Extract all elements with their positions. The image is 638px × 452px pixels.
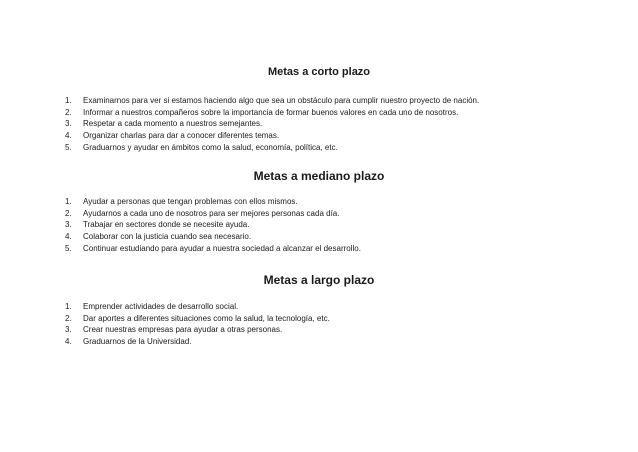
list-largo-plazo xyxy=(0,301,600,348)
list-item xyxy=(0,95,600,107)
list-item-text: Examinarnos para ver si estamos haciendo algo que sea un obstáculo para cumplir nuestro proyecto de nación. xyxy=(83,96,480,105)
list-item-text: Dar aportes a diferentes situaciones como la salud, la tecnología, etc. xyxy=(83,313,330,323)
list-item-number: 2. xyxy=(65,107,72,117)
list-item-number: 2. xyxy=(65,313,72,323)
list-item xyxy=(0,313,600,325)
list-item xyxy=(0,219,600,231)
list-item xyxy=(0,118,600,130)
list-item-text: Emprender actividades de desarrollo social. xyxy=(83,302,239,311)
section-heading-largo-plazo: Metas a largo plazo xyxy=(263,273,375,287)
list-item-text: Trabajar en sectores donde se necesite ayuda. xyxy=(83,220,250,230)
list-item-number: 4. xyxy=(65,131,72,141)
list-item-text: Ayudar a personas que tengan problemas con ellos mismos. xyxy=(83,197,298,206)
list-item-text: Graduarnos y ayudar en ámbitos como la salud, economía, política, etc. xyxy=(83,142,338,152)
list-item-text: Colaborar con la justicia cuando sea necesario. xyxy=(83,232,252,242)
list-item xyxy=(0,208,600,220)
section-heading-mediano-plazo: Metas a mediano plazo xyxy=(253,169,385,183)
list-item xyxy=(0,301,600,313)
list-item xyxy=(0,107,600,119)
list-item-text: Ayudarnos a cada uno de nosotros para ser mejores personas cada día. xyxy=(83,208,340,218)
list-item-text: Organizar charlas para dar a conocer diferentes temas. xyxy=(83,131,280,141)
list-item-number: 4. xyxy=(65,337,72,347)
list-item xyxy=(0,243,600,255)
list-item-number: 3. xyxy=(65,119,72,129)
list-item-text: Continuar estudiando para ayudar a nuestra sociedad a alcanzar el desarrollo. xyxy=(83,243,361,253)
section-heading-corto-plazo: Metas a corto plazo xyxy=(267,66,371,78)
list-item xyxy=(0,196,600,208)
list-item-number: 2. xyxy=(65,208,72,218)
list-item xyxy=(0,231,600,243)
list-mediano-plazo xyxy=(0,196,600,254)
list-item-number: 5. xyxy=(65,142,72,152)
list-item-number: 1. xyxy=(65,197,72,206)
list-item xyxy=(0,130,600,142)
list-item xyxy=(0,336,600,348)
list-item-number: 3. xyxy=(65,220,72,230)
list-item-text: Informar a nuestros compañeros sobre la importancia de formar buenos valores en cada uno de nosotros. xyxy=(83,107,459,117)
list-item-number: 4. xyxy=(65,232,72,242)
list-item-number: 1. xyxy=(65,302,72,311)
list-corto-plazo xyxy=(0,95,600,153)
list-item xyxy=(0,142,600,154)
list-item-number: 5. xyxy=(65,243,72,253)
list-item-text: Respetar a cada momento a nuestros semejantes. xyxy=(83,119,263,129)
list-item-text: Crear nuestras empresas para ayudar a otras personas. xyxy=(83,325,283,335)
list-item xyxy=(0,324,600,336)
list-item-number: 3. xyxy=(65,325,72,335)
list-item-number: 1. xyxy=(65,96,72,105)
list-item-text: Graduarnos de la Universidad. xyxy=(83,337,192,347)
